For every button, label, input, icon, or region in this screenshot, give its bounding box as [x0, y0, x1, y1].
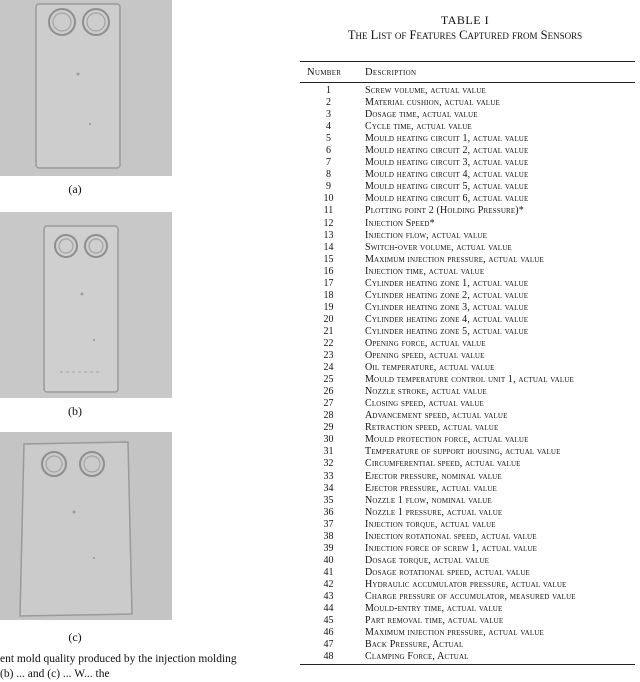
- table-row: [300, 254, 635, 266]
- feature-number: 44: [323, 603, 334, 615]
- feature-description: Injection time, actual value: [365, 265, 485, 277]
- feature-description: Oil temperature, actual value: [365, 362, 495, 374]
- feature-number: 32: [323, 458, 334, 470]
- feature-description: Dosage rotational speed, actual value: [365, 566, 530, 578]
- table-row: [300, 627, 635, 639]
- feature-number: 8: [326, 169, 331, 181]
- feature-description: Maximum injection pressure, actual value: [365, 253, 544, 265]
- table-row: [300, 326, 635, 338]
- table-row: [300, 507, 635, 519]
- feature-description: Material cushion, actual value: [365, 97, 500, 109]
- table-row: [300, 374, 635, 386]
- table-row: [300, 386, 635, 398]
- feature-number: 2: [326, 97, 331, 109]
- feature-number: 43: [323, 590, 334, 602]
- feature-number: 9: [326, 181, 331, 193]
- feature-number: 25: [323, 374, 334, 386]
- feature-number: 12: [323, 217, 334, 229]
- table-bottom-rule: [300, 664, 635, 665]
- feature-description: Closing speed, actual value: [365, 398, 484, 410]
- table-row: [300, 446, 635, 458]
- table-row: [300, 97, 635, 109]
- feature-description: Cylinder heating zone 3, actual value: [365, 301, 529, 313]
- table-row: [300, 290, 635, 302]
- photo-molded-part-c: [0, 432, 172, 620]
- feature-description: Mould heating circuit 5, actual value: [365, 181, 529, 193]
- feature-description: Plotting point 2 (Holding Pressure)*: [365, 205, 524, 217]
- caption-b: (b): [68, 404, 82, 418]
- feature-number: 21: [323, 325, 334, 337]
- table-row: [300, 495, 635, 507]
- feature-description: Hydraulic accumulator pressure, actual value: [365, 578, 567, 590]
- feature-number: 20: [323, 313, 334, 325]
- table-row: [300, 543, 635, 555]
- feature-description: Retraction speed, actual value: [365, 422, 499, 434]
- feature-description: Mould heating circuit 6, actual value: [365, 193, 529, 205]
- table-row: [300, 121, 635, 133]
- feature-number: 27: [323, 398, 334, 410]
- table-row: [300, 483, 635, 495]
- feature-number: 40: [323, 554, 334, 566]
- table-row: [300, 278, 635, 290]
- feature-number: 19: [323, 301, 334, 313]
- table-row: [300, 230, 635, 242]
- feature-description: Temperature of support housing, actual value: [365, 446, 561, 458]
- table-body: [300, 85, 635, 663]
- feature-description: Cylinder heating zone 2, actual value: [365, 289, 529, 301]
- feature-description: Part removal time, actual value: [365, 615, 504, 627]
- feature-description: Circumferential speed, actual value: [365, 458, 521, 470]
- feature-description: Back Pressure, Actual: [365, 639, 464, 651]
- feature-description: Mould heating circuit 3, actual value: [365, 157, 529, 169]
- feature-description: Mould-entry time, actual value: [365, 603, 503, 615]
- feature-description: Cylinder heating zone 5, actual value: [365, 325, 529, 337]
- feature-number: 30: [323, 434, 334, 446]
- table-caption: The List of Features Captured from Sensors: [347, 28, 583, 42]
- feature-number: 14: [323, 241, 334, 253]
- table-row: [300, 181, 635, 193]
- feature-number: 7: [326, 157, 331, 169]
- caption-c: (c): [68, 630, 82, 644]
- table-row: [300, 242, 635, 254]
- table-row: [300, 603, 635, 615]
- column-header-description: Description: [365, 67, 417, 78]
- table-label: TABLE I: [440, 13, 490, 27]
- feature-number: 23: [323, 350, 334, 362]
- feature-description: Mould heating circuit 2, actual value: [365, 145, 529, 157]
- feature-description: Mould heating circuit 1, actual value: [365, 133, 529, 145]
- feature-description: Opening force, actual value: [365, 337, 486, 349]
- feature-description: Injection flow, actual value: [365, 229, 488, 241]
- table-row: [300, 350, 635, 362]
- feature-description: Cylinder heating zone 4, actual value: [365, 313, 529, 325]
- table-row: [300, 422, 635, 434]
- table-row: [300, 218, 635, 230]
- table-row: [300, 434, 635, 446]
- table-row: [300, 362, 635, 374]
- table-row: [300, 458, 635, 470]
- table-row: [300, 410, 635, 422]
- body-text-line: (b) ... and (c) ... W... the: [0, 668, 110, 680]
- feature-number: 17: [323, 277, 334, 289]
- feature-number: 22: [323, 337, 334, 349]
- photo-molded-part-b: [0, 212, 172, 398]
- table-row: [300, 398, 635, 410]
- table-row: [300, 555, 635, 567]
- feature-description: Maximum injection pressure, actual value: [365, 627, 544, 639]
- feature-number: 11: [323, 205, 334, 217]
- feature-description: Injection force of screw 1, actual value: [365, 542, 538, 554]
- feature-number: 45: [323, 615, 334, 627]
- feature-number: 18: [323, 289, 334, 301]
- table-row: [300, 519, 635, 531]
- table-row: [300, 145, 635, 157]
- feature-description: Switch-over volume, actual value: [365, 241, 512, 253]
- feature-number: 4: [326, 121, 331, 133]
- body-text-line: ent mold quality produced by the injection molding: [0, 653, 237, 665]
- table-row: [300, 109, 635, 121]
- feature-description: Dosage torque, actual value: [365, 554, 490, 566]
- feature-description: Mould temperature control unit 1, actual value: [365, 374, 574, 386]
- table-row: [300, 591, 635, 603]
- feature-description: Dosage time, actual value: [365, 109, 478, 121]
- table-top-rule: [300, 61, 635, 62]
- table-header-rule: [300, 82, 635, 83]
- feature-number: 39: [323, 542, 334, 554]
- feature-description: Clamping Force, Actual: [365, 651, 469, 663]
- caption-a: (a): [68, 182, 82, 196]
- feature-number: 41: [323, 566, 334, 578]
- feature-description: Injection Speed*: [365, 217, 435, 229]
- feature-number: 16: [323, 265, 334, 277]
- feature-number: 6: [326, 145, 331, 157]
- feature-description: Advancement speed, actual value: [365, 410, 508, 422]
- feature-description: Nozzle 1 flow, nominal value: [365, 494, 492, 506]
- table-row: [300, 471, 635, 483]
- feature-number: 48: [323, 651, 334, 663]
- table-row: [300, 302, 635, 314]
- feature-description: Nozzle stroke, actual value: [365, 386, 487, 398]
- feature-number: 37: [323, 518, 334, 530]
- feature-description: Injection torque, actual value: [365, 518, 496, 530]
- feature-number: 35: [323, 494, 334, 506]
- table-row: [300, 579, 635, 591]
- feature-number: 15: [323, 253, 334, 265]
- molded-part-image-a: [0, 0, 172, 176]
- feature-number: 24: [323, 362, 334, 374]
- table-row: [300, 531, 635, 543]
- feature-description: Charge pressure of accumulator, measured value: [365, 590, 576, 602]
- feature-number: 47: [323, 639, 334, 651]
- feature-description: Opening speed, actual value: [365, 350, 485, 362]
- photo-molded-part-a: [0, 0, 172, 176]
- feature-description: Mould protection force, actual value: [365, 434, 529, 446]
- feature-number: 1: [326, 85, 331, 96]
- table-row: [300, 133, 635, 145]
- table-row: [300, 651, 635, 663]
- feature-number: 33: [323, 470, 334, 482]
- molded-part-image-b: [0, 212, 172, 398]
- table-row: [300, 567, 635, 579]
- feature-description: Cylinder heating zone 1, actual value: [365, 277, 529, 289]
- feature-number: 28: [323, 410, 334, 422]
- table-row: [300, 169, 635, 181]
- table-row: [300, 85, 635, 97]
- feature-number: 38: [323, 530, 334, 542]
- table-row: [300, 314, 635, 326]
- table-row: [300, 615, 635, 627]
- column-header-number: Number: [307, 67, 342, 78]
- table-row: [300, 157, 635, 169]
- feature-description: Ejector pressure, nominal value: [365, 470, 502, 482]
- table-row: [300, 639, 635, 651]
- feature-description: Ejector pressure, actual value: [365, 482, 497, 494]
- feature-number: 34: [323, 482, 334, 494]
- feature-description: Injection rotational speed, actual value: [365, 530, 537, 542]
- feature-description: Nozzle 1 pressure, actual value: [365, 506, 503, 518]
- feature-number: 3: [326, 109, 331, 121]
- feature-number: 31: [323, 446, 334, 458]
- feature-description: Cycle time, actual value: [365, 121, 472, 133]
- feature-description: Mould heating circuit 4, actual value: [365, 169, 529, 181]
- feature-number: 46: [323, 627, 334, 639]
- feature-description: Screw volume, actual value: [365, 85, 486, 96]
- feature-number: 10: [323, 193, 334, 205]
- feature-number: 26: [323, 386, 334, 398]
- table-row: [300, 193, 635, 205]
- table-row: [300, 205, 635, 217]
- molded-part-image-c: [0, 432, 172, 620]
- table-row: [300, 338, 635, 350]
- feature-number: 13: [323, 229, 334, 241]
- feature-number: 5: [326, 133, 331, 145]
- table-row: [300, 266, 635, 278]
- feature-number: 36: [323, 506, 334, 518]
- feature-number: 42: [323, 578, 334, 590]
- feature-number: 29: [323, 422, 334, 434]
